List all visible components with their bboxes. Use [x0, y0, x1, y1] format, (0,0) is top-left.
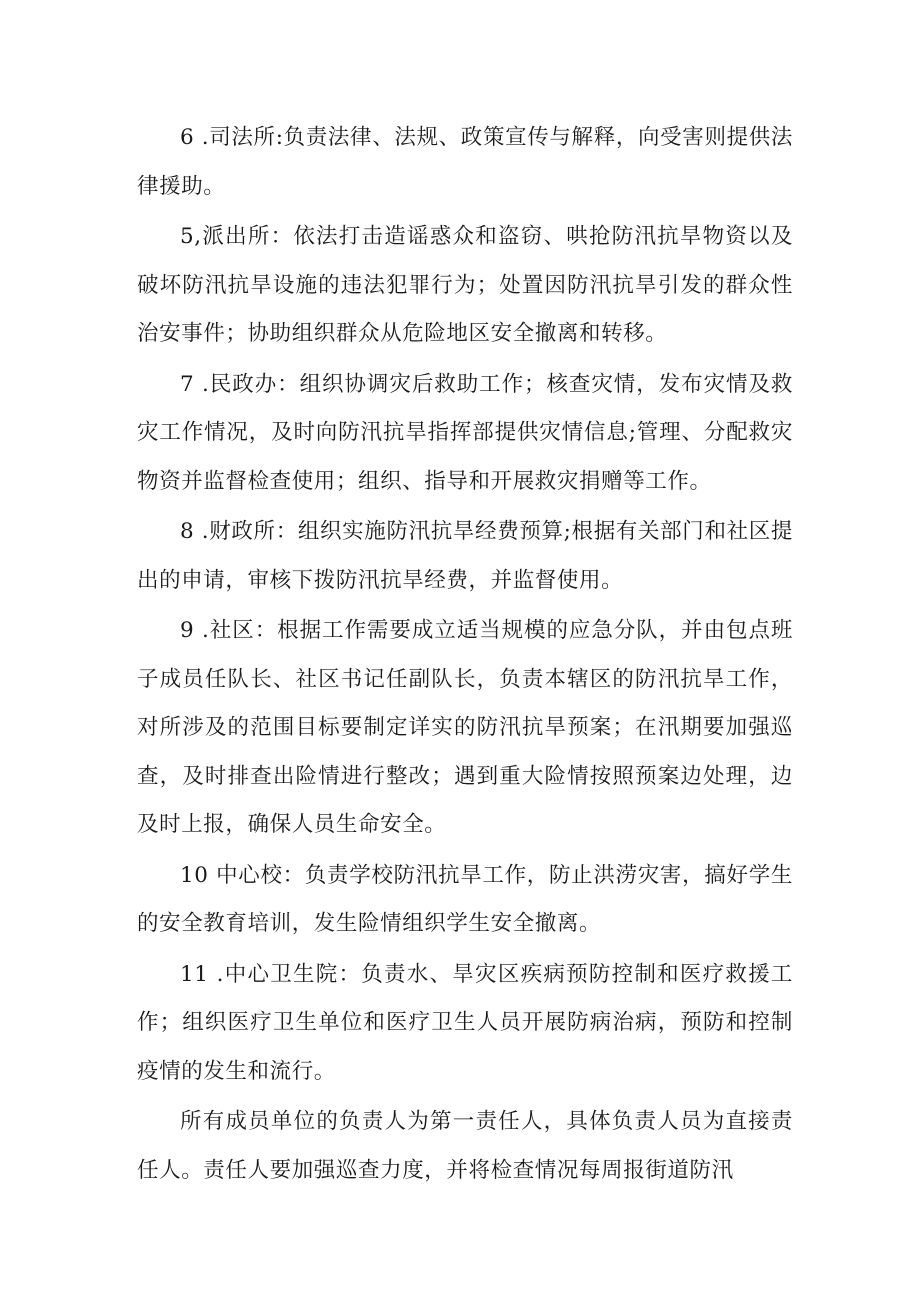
paragraph-health-center: 11 .中心卫生院：负责水、旱灾区疾病预防控制和医疗救援工作；组织医疗卫生单位和医疗卫生人员开展防病治病，预防和控制疫情的发生和流行。: [137, 961, 793, 1084]
paragraph-responsibility: 所有成员单位的负责人为第一责任人，具体负责人员为直接责任人。责任人要加强巡查力度，并将检查情况每周报街道防汛: [137, 1109, 793, 1183]
paragraph-finance-office: 8 .财政所：组织实施防汛抗旱经费预算;根据有关部门和社区提出的申请，审核下拨防汛抗旱经费，并监督使用。: [137, 519, 793, 593]
paragraph-community: 9 .社区：根据工作需要成立适当规模的应急分队，并由包点班子成员任队长、社区书记任副队长，负责本辖区的防汛抗旱工作，对所涉及的范围目标要制定详实的防汛抗旱预案；在汛期要加强巡查，及时排查出险情进行整改；遇到重大险情按照预案边处理，边及时上报，确保人员生命安全。: [137, 618, 793, 837]
paragraph-police-station: 5,派出所：依法打击造谣惑众和盗窃、哄抢防汛抗旱物资以及破坏防汛抗旱设施的违法犯罪行为；处置因防汛抗旱引发的群众性治安事件；协助组织群众从危险地区安全撤离和转移。: [137, 224, 793, 346]
document-body: [137, 114, 793, 1197]
paragraph-central-school: 10 中心校：负责学校防汛抗旱工作，防止洪涝灾害，搞好学生的安全教育培训，发生险情组织学生安全撤离。: [137, 862, 793, 936]
paragraph-judicial-office: 6 .司法所:负责法律、法规、政策宣传与解释，向受害则提供法律援助。: [137, 125, 793, 199]
paragraph-civil-affairs: 7 .民政办：组织协调灾后救助工作；核查灾情，发布灾情及救灾工作情况，及时向防汛抗旱指挥部提供灾情信息;管理、分配救灾物资并监督检查使用；组织、指导和开展救灾捐赠等工作。: [137, 371, 793, 494]
